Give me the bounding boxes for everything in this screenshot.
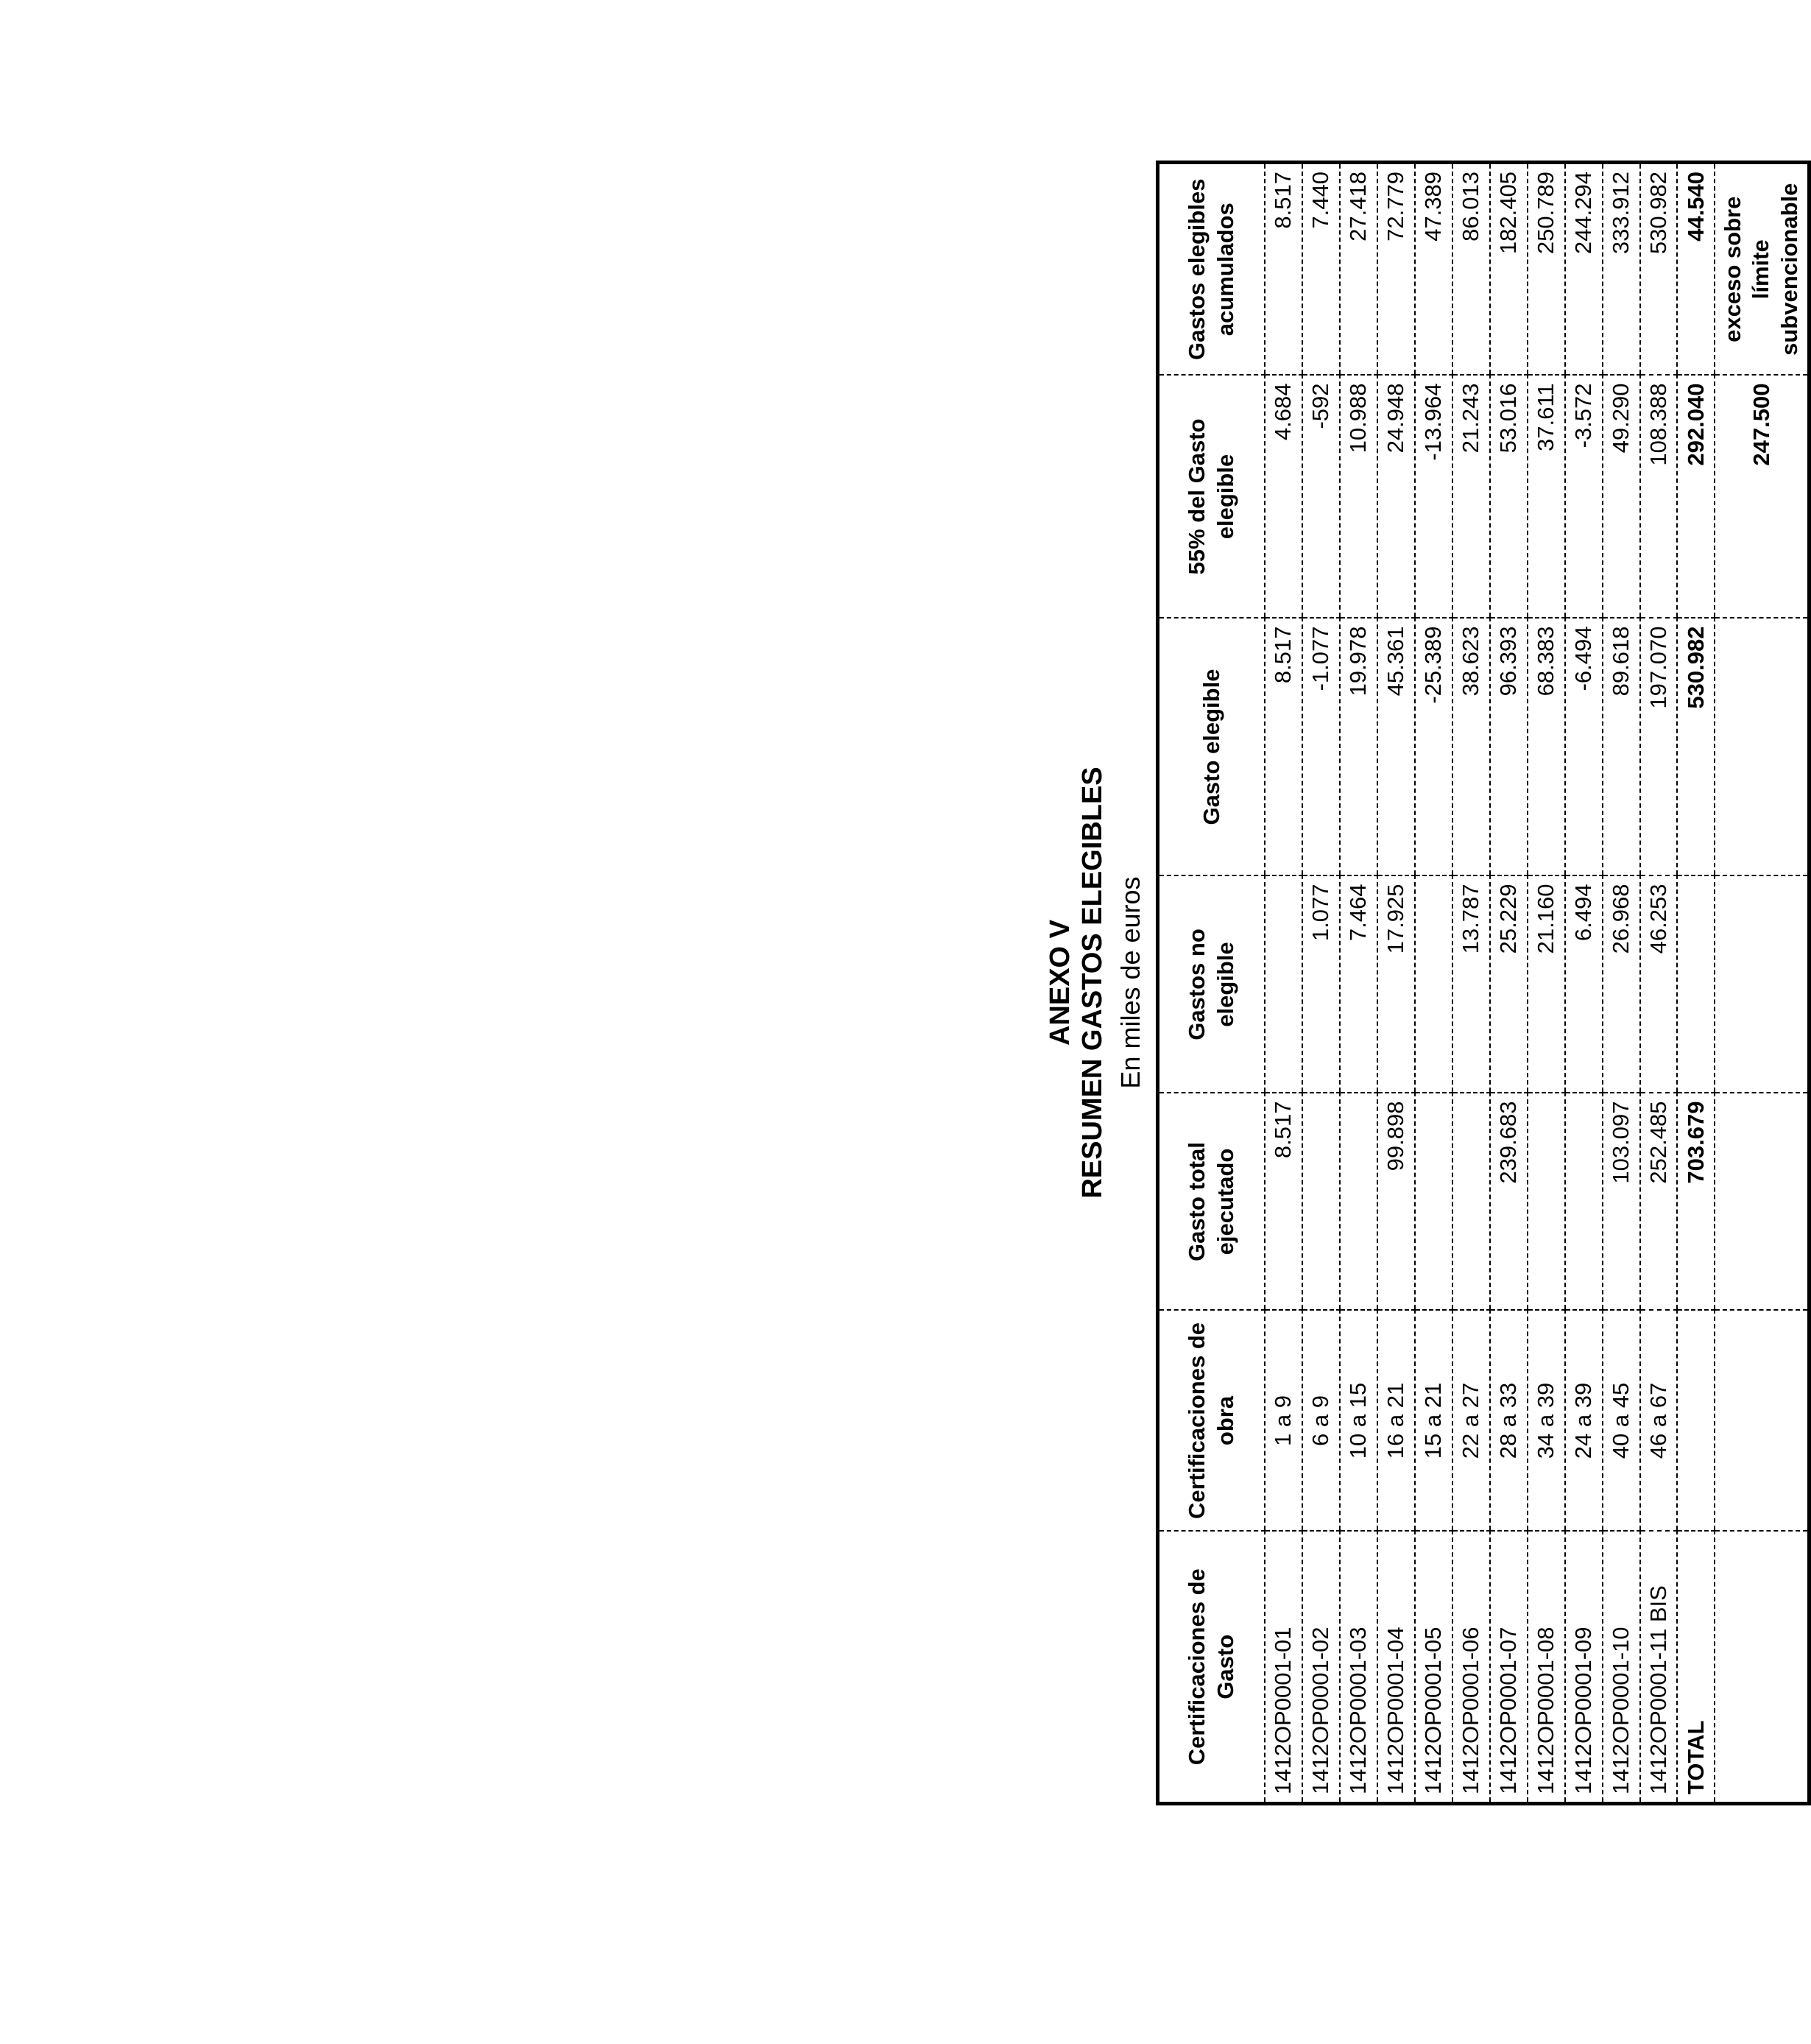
cell-noeleg: 6.494 xyxy=(1565,876,1603,1093)
table-row xyxy=(1302,163,1340,1804)
cell-p55: 24.948 xyxy=(1377,376,1415,619)
cell-total: 239.683 xyxy=(1490,1093,1528,1311)
cell-eleg: 8.517 xyxy=(1265,619,1302,876)
total-label: TOTAL xyxy=(1677,1532,1715,1804)
cell-acum: 244.294 xyxy=(1565,163,1603,376)
cell-eleg: 96.393 xyxy=(1490,619,1528,876)
title-block xyxy=(915,160,1145,1805)
cell-cert: 1412OP0001-08 xyxy=(1528,1532,1565,1804)
cell-cert: 1412OP0001-10 xyxy=(1603,1532,1640,1804)
cell-obra: 1 a 9 xyxy=(1265,1311,1302,1532)
cell-p55: -592 xyxy=(1302,376,1340,619)
header-acumulados: Gastos elegibles acumulados xyxy=(1158,163,1265,376)
cell-cert: 1412OP0001-04 xyxy=(1377,1532,1415,1804)
table-row xyxy=(1603,163,1640,1804)
header-row xyxy=(1158,163,1265,1804)
cell-acum: 7.440 xyxy=(1302,163,1340,376)
cell-obra: 46 a 67 xyxy=(1640,1311,1678,1532)
header-elegible: Gasto elegible xyxy=(1158,619,1265,876)
cell-acum: 8.517 xyxy=(1265,163,1302,376)
cell-p55: 53.016 xyxy=(1490,376,1528,619)
cell-p55: 37.611 xyxy=(1528,376,1565,619)
total-p55: 292.040 xyxy=(1677,376,1715,619)
cell-total: 8.517 xyxy=(1265,1093,1302,1311)
empty-cell xyxy=(1715,876,1809,1093)
table-row xyxy=(1640,163,1678,1804)
cell-p55: 4.684 xyxy=(1265,376,1302,619)
empty-cell xyxy=(1715,1532,1809,1804)
cell-eleg: -25.389 xyxy=(1415,619,1452,876)
cell-noeleg: 25.229 xyxy=(1490,876,1528,1093)
cell-obra: 34 a 39 xyxy=(1528,1311,1565,1532)
cell-noeleg: 21.160 xyxy=(1528,876,1565,1093)
cell-p55: 10.988 xyxy=(1340,376,1377,619)
cell-acum: 27.418 xyxy=(1340,163,1377,376)
cell-p55: 49.290 xyxy=(1603,376,1640,619)
cell-eleg: -1.077 xyxy=(1302,619,1340,876)
cell-cert: 1412OP0001-06 xyxy=(1452,1532,1490,1804)
total-empty xyxy=(1677,1311,1715,1532)
cell-eleg: 38.623 xyxy=(1452,619,1490,876)
cell-noeleg: 26.968 xyxy=(1603,876,1640,1093)
empty-cell xyxy=(1715,1093,1809,1311)
cell-p55: 21.243 xyxy=(1452,376,1490,619)
cell-eleg: 45.361 xyxy=(1377,619,1415,876)
cell-acum: 72.779 xyxy=(1377,163,1415,376)
eligible-expenses-table xyxy=(1156,161,1811,1805)
cell-p55: -13.964 xyxy=(1415,376,1452,619)
total-empty xyxy=(1677,876,1715,1093)
cell-noeleg: 1.077 xyxy=(1302,876,1340,1093)
cell-cert: 1412OP0001-11 BIS xyxy=(1640,1532,1678,1804)
cell-cert: 1412OP0001-01 xyxy=(1265,1532,1302,1804)
cell-total xyxy=(1415,1093,1452,1311)
cell-acum: 47.389 xyxy=(1415,163,1452,376)
cell-eleg: 197.070 xyxy=(1640,619,1678,876)
cell-eleg: 19.978 xyxy=(1340,619,1377,876)
cell-total: 103.097 xyxy=(1603,1093,1640,1311)
total-total: 703.679 xyxy=(1677,1093,1715,1311)
cell-total: 252.485 xyxy=(1640,1093,1678,1311)
total-eleg: 530.982 xyxy=(1677,619,1715,876)
cell-noeleg: 13.787 xyxy=(1452,876,1490,1093)
cell-cert: 1412OP0001-02 xyxy=(1302,1532,1340,1804)
cell-obra: 6 a 9 xyxy=(1302,1311,1340,1532)
cell-total xyxy=(1565,1093,1603,1311)
cell-noeleg: 7.464 xyxy=(1340,876,1377,1093)
cell-obra: 16 a 21 xyxy=(1377,1311,1415,1532)
table-row xyxy=(1377,163,1415,1804)
cell-total xyxy=(1528,1093,1565,1311)
annex-title: ANEXO V xyxy=(1045,919,1076,1046)
cell-p55: -3.572 xyxy=(1565,376,1603,619)
cell-obra: 15 a 21 xyxy=(1415,1311,1452,1532)
cell-acum: 250.789 xyxy=(1528,163,1565,376)
table-row xyxy=(1490,163,1528,1804)
cell-acum: 333.912 xyxy=(1603,163,1640,376)
cell-cert: 1412OP0001-07 xyxy=(1490,1532,1528,1804)
cell-noeleg: 46.253 xyxy=(1640,876,1678,1093)
cell-noeleg xyxy=(1265,876,1302,1093)
total-acum: 44.540 xyxy=(1677,163,1715,376)
table-row xyxy=(1415,163,1452,1804)
cell-total: 99.898 xyxy=(1377,1093,1415,1311)
cell-cert: 1412OP0001-03 xyxy=(1340,1532,1377,1804)
limit-row xyxy=(1715,163,1809,1804)
table-body xyxy=(1265,163,1810,1804)
excess-note: exceso sobre límite subvencionable xyxy=(1715,163,1809,376)
cell-total xyxy=(1340,1093,1377,1311)
total-row xyxy=(1677,163,1715,1804)
header-gasto-total: Gasto total ejecutado xyxy=(1158,1093,1265,1311)
empty-cell xyxy=(1715,619,1809,876)
table-title: RESUMEN GASTOS ELEGIBLES xyxy=(1077,766,1108,1199)
header-cert-obra: Certificaciones de obra xyxy=(1158,1311,1265,1532)
cell-obra: 22 a 27 xyxy=(1452,1311,1490,1532)
table-row xyxy=(1340,163,1377,1804)
cell-acum: 182.405 xyxy=(1490,163,1528,376)
cell-cert: 1412OP0001-05 xyxy=(1415,1532,1452,1804)
cell-eleg: -6.494 xyxy=(1565,619,1603,876)
cell-obra: 10 a 15 xyxy=(1340,1311,1377,1532)
header-55pct: 55% del Gasto elegible xyxy=(1158,376,1265,619)
empty-cell xyxy=(1715,1311,1809,1532)
cell-obra: 28 a 33 xyxy=(1490,1311,1528,1532)
rotated-page xyxy=(915,160,1803,1805)
cell-eleg: 68.383 xyxy=(1528,619,1565,876)
cell-p55: 108.388 xyxy=(1640,376,1678,619)
cell-obra: 40 a 45 xyxy=(1603,1311,1640,1532)
cell-noeleg xyxy=(1415,876,1452,1093)
cell-obra: 24 a 39 xyxy=(1565,1311,1603,1532)
cell-acum: 530.982 xyxy=(1640,163,1678,376)
header-no-elegible: Gastos no elegible xyxy=(1158,876,1265,1093)
table-row xyxy=(1265,163,1302,1804)
units-subtitle: En miles de euros xyxy=(1115,876,1145,1089)
table-row xyxy=(1452,163,1490,1804)
header-cert-gasto: Certificaciones de Gasto xyxy=(1158,1532,1265,1804)
cell-noeleg: 17.925 xyxy=(1377,876,1415,1093)
table-row xyxy=(1565,163,1603,1804)
limit-value: 247.500 xyxy=(1715,376,1809,619)
cell-eleg: 89.618 xyxy=(1603,619,1640,876)
cell-total xyxy=(1452,1093,1490,1311)
table-row xyxy=(1528,163,1565,1804)
cell-total xyxy=(1302,1093,1340,1311)
cell-cert: 1412OP0001-09 xyxy=(1565,1532,1603,1804)
cell-acum: 86.013 xyxy=(1452,163,1490,376)
